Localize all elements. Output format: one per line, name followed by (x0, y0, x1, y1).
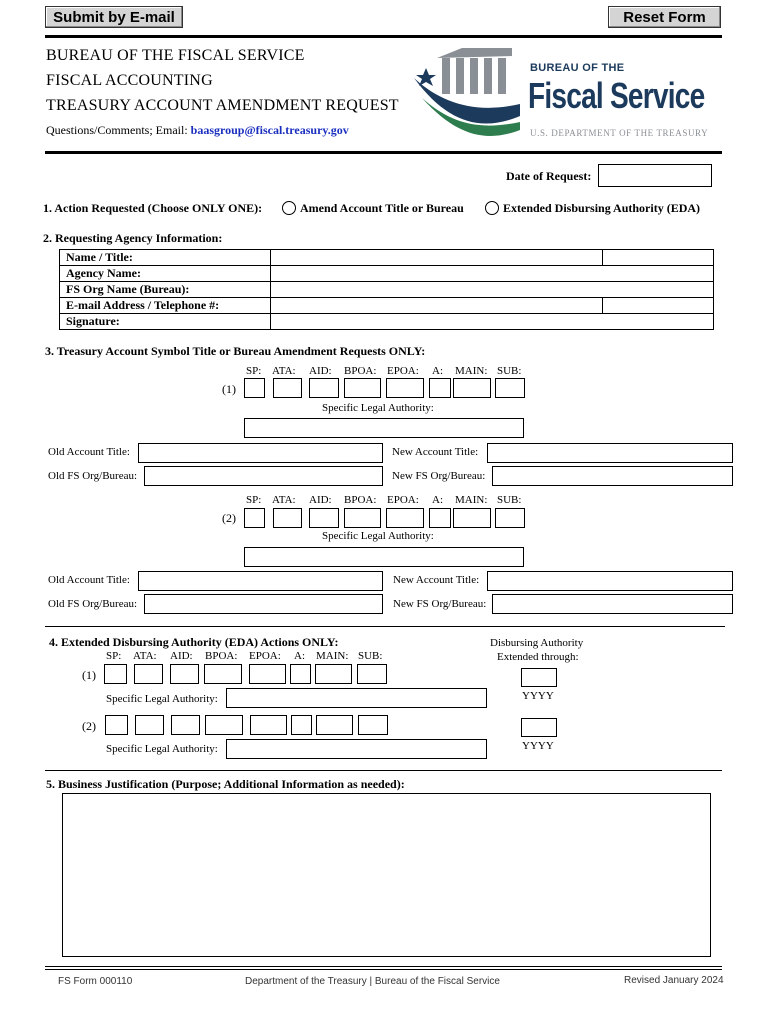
tas1-field-2[interactable] (273, 378, 302, 398)
agency-name-label: Agency Name: (60, 266, 271, 282)
header-bottom-rule (45, 151, 722, 154)
eda1-tas-label-1: SP: (106, 650, 122, 662)
date-of-request-field[interactable] (598, 164, 712, 187)
old-account-title-label-1: Old Account Title: (48, 446, 130, 458)
eda1-tas-field-1[interactable] (104, 664, 127, 684)
tas2-field-1[interactable] (244, 508, 265, 528)
eda2-tas-field-3[interactable] (171, 715, 200, 735)
logo-main-text: Fiscal Service (528, 75, 705, 116)
tas2-label-2: ATA: (272, 494, 296, 506)
amend-account-title-option-label: Amend Account Title or Bureau (300, 201, 464, 215)
requesting-agency-label: 2. Requesting Agency Information: (43, 231, 223, 245)
old-account-title-field-2[interactable] (138, 571, 383, 591)
header-top-rule (45, 35, 722, 38)
table-row (60, 266, 714, 282)
tas2-label-4: BPOA: (344, 494, 377, 506)
eda2-tas-field-5[interactable] (250, 715, 287, 735)
tas2-field-2[interactable] (273, 508, 302, 528)
reset-form-button[interactable]: Reset Form (608, 6, 721, 28)
disbursing-authority-label: Disbursing Authority (490, 637, 584, 649)
tas2-label-7: MAIN: (455, 494, 488, 506)
tas-number-1: (1) (222, 382, 236, 396)
new-account-title-label-2: New Account Title: (393, 574, 480, 586)
eda1-tas-field-3[interactable] (170, 664, 199, 684)
eda-year-field-2[interactable] (521, 718, 557, 737)
footer-rule-1 (45, 966, 722, 967)
submit-by-email-button[interactable]: Submit by E-mail (45, 6, 183, 28)
extended-disbursing-authority-option-label: Extended Disbursing Authority (EDA) (503, 201, 701, 215)
name-field[interactable] (271, 250, 603, 266)
tas1-field-8[interactable] (495, 378, 525, 398)
legal-authority-field-2[interactable] (244, 547, 524, 567)
section5-label: 5. Business Justification (Purpose; Additional Information as needed): (46, 777, 405, 791)
tas2-field-4[interactable] (344, 508, 381, 528)
eda-legal-authority-field-1[interactable] (226, 688, 487, 708)
form-title: TREASURY ACCOUNT AMENDMENT REQUEST (46, 97, 399, 114)
new-fs-org-label-1: New FS Org/Bureau: (392, 470, 486, 482)
tas1-field-4[interactable] (344, 378, 381, 398)
eda-year-label-1: YYYY (522, 690, 554, 702)
eda-legal-authority-field-2[interactable] (226, 739, 487, 759)
eda2-tas-field-7[interactable] (316, 715, 353, 735)
old-fs-org-label-1: Old FS Org/Bureau: (48, 470, 138, 482)
extended-through-label: Extended through: (497, 651, 579, 663)
tas1-field-7[interactable] (453, 378, 491, 398)
legal-authority-field-1[interactable] (244, 418, 524, 438)
section4-label: 4. Extended Disbursing Authority (EDA) Actions ONLY: (49, 635, 339, 649)
eda1-tas-field-5[interactable] (249, 664, 286, 684)
eda2-tas-field-1[interactable] (105, 715, 128, 735)
eda1-tas-label-2: ATA: (133, 650, 157, 662)
tas1-field-3[interactable] (309, 378, 339, 398)
new-account-title-field-1[interactable] (487, 443, 733, 463)
treasury-building-icon (412, 42, 522, 144)
title-field[interactable] (603, 250, 714, 266)
footer-revised: Revised January 2024 (624, 975, 724, 986)
eda-number-2: (2) (82, 719, 96, 733)
tas-number-2: (2) (222, 511, 236, 525)
action-requested-label: 1. Action Requested (Choose ONLY ONE): (43, 201, 263, 215)
eda1-tas-label-4: BPOA: (205, 650, 238, 662)
eda-legal-authority-label-1: Specific Legal Authority: (106, 693, 218, 705)
contact-email-link[interactable]: baasgroup@fiscal.treasury.gov (190, 123, 349, 137)
table-row (60, 298, 714, 314)
eda1-tas-field-7[interactable] (315, 664, 352, 684)
tas2-field-8[interactable] (495, 508, 525, 528)
extended-disbursing-authority-radio[interactable] (485, 201, 499, 215)
signature-field[interactable] (271, 314, 714, 330)
fiscal-service-logo (412, 42, 724, 144)
division-title: FISCAL ACCOUNTING (46, 72, 213, 89)
fs-org-name-label: FS Org Name (Bureau): (60, 282, 271, 298)
agency-info-table (59, 249, 714, 330)
eda1-tas-label-8: SUB: (358, 650, 383, 662)
section4-top-rule (45, 626, 725, 627)
legal-authority-label-1: Specific Legal Authority: (322, 402, 434, 414)
eda1-tas-label-3: AID: (170, 650, 193, 662)
old-fs-org-field-1[interactable] (144, 466, 383, 486)
tas2-label-1: SP: (246, 494, 262, 506)
eda1-tas-label-5: EPOA: (249, 650, 281, 662)
signature-label: Signature: (60, 314, 271, 330)
table-row (60, 250, 714, 266)
eda1-tas-field-6[interactable] (290, 664, 311, 684)
tas1-label-4: BPOA: (344, 365, 377, 377)
tas1-field-1[interactable] (244, 378, 265, 398)
tas2-label-3: AID: (309, 494, 332, 506)
tas2-field-3[interactable] (309, 508, 339, 528)
tas1-label-7: MAIN: (455, 365, 488, 377)
eda-number-1: (1) (82, 668, 96, 682)
tas2-label-6: A: (432, 494, 443, 506)
tas1-label-1: SP: (246, 365, 262, 377)
eda2-tas-field-2[interactable] (135, 715, 164, 735)
contact-line (46, 123, 349, 138)
business-justification-field[interactable] (62, 793, 711, 957)
new-account-title-label-1: New Account Title: (392, 446, 479, 458)
table-row (60, 314, 714, 330)
email-field[interactable] (271, 298, 603, 314)
eda2-tas-field-6[interactable] (291, 715, 312, 735)
tas1-label-5: EPOA: (387, 365, 419, 377)
date-of-request-label: Date of Request: (506, 169, 592, 183)
agency-name-field[interactable] (271, 266, 714, 282)
fs-org-name-field[interactable] (271, 282, 714, 298)
tas1-field-6[interactable] (429, 378, 451, 398)
eda-year-field-1[interactable] (521, 668, 557, 687)
footer-rule-2 (45, 969, 722, 970)
eda1-tas-field-8[interactable] (357, 664, 387, 684)
tas1-label-8: SUB: (497, 365, 522, 377)
new-fs-org-label-2: New FS Org/Bureau: (393, 598, 487, 610)
section3-label: 3. Treasury Account Symbol Title or Bureau Amendment Requests ONLY: (45, 344, 426, 358)
telephone-field[interactable] (603, 298, 714, 314)
tas2-label-8: SUB: (497, 494, 522, 506)
tas2-label-5: EPOA: (387, 494, 419, 506)
old-account-title-label-2: Old Account Title: (48, 574, 130, 586)
eda1-tas-label-6: A: (294, 650, 305, 662)
new-fs-org-field-1[interactable] (492, 466, 733, 486)
eda1-tas-label-7: MAIN: (316, 650, 349, 662)
tas2-field-6[interactable] (429, 508, 451, 528)
eda-year-label-2: YYYY (522, 740, 554, 752)
footer-form-number: FS Form 000110 (58, 976, 133, 987)
tas1-label-3: AID: (309, 365, 332, 377)
tas2-field-5[interactable] (386, 508, 424, 528)
eda2-tas-field-8[interactable] (358, 715, 388, 735)
eda-legal-authority-label-2: Specific Legal Authority: (106, 743, 218, 755)
name-title-label: Name / Title: (60, 250, 271, 266)
email-telephone-label: E-mail Address / Telephone #: (60, 298, 271, 314)
eda1-tas-field-2[interactable] (134, 664, 163, 684)
eda1-tas-field-4[interactable] (204, 664, 242, 684)
old-fs-org-field-2[interactable] (144, 594, 383, 614)
tas2-field-7[interactable] (453, 508, 491, 528)
contact-prefix: Questions/Comments; Email: (46, 123, 191, 137)
legal-authority-label-2: Specific Legal Authority: (322, 530, 434, 542)
logo-sub-text: U.S. DEPARTMENT OF THE TREASURY (530, 128, 709, 138)
amend-account-title-radio[interactable] (282, 201, 296, 215)
old-fs-org-label-2: Old FS Org/Bureau: (48, 598, 138, 610)
table-row (60, 282, 714, 298)
new-account-title-field-2[interactable] (487, 571, 733, 591)
footer-department: Department of the Treasury | Bureau of the Fiscal Service (245, 976, 500, 987)
tas1-field-5[interactable] (386, 378, 424, 398)
bureau-title: BUREAU OF THE FISCAL SERVICE (46, 47, 305, 64)
logo-top-text: BUREAU OF THE (530, 62, 625, 74)
old-account-title-field-1[interactable] (138, 443, 383, 463)
tas1-label-6: A: (432, 365, 443, 377)
eda2-tas-field-4[interactable] (205, 715, 243, 735)
tas1-label-2: ATA: (272, 365, 296, 377)
new-fs-org-field-2[interactable] (492, 594, 733, 614)
section5-top-rule (45, 770, 722, 771)
